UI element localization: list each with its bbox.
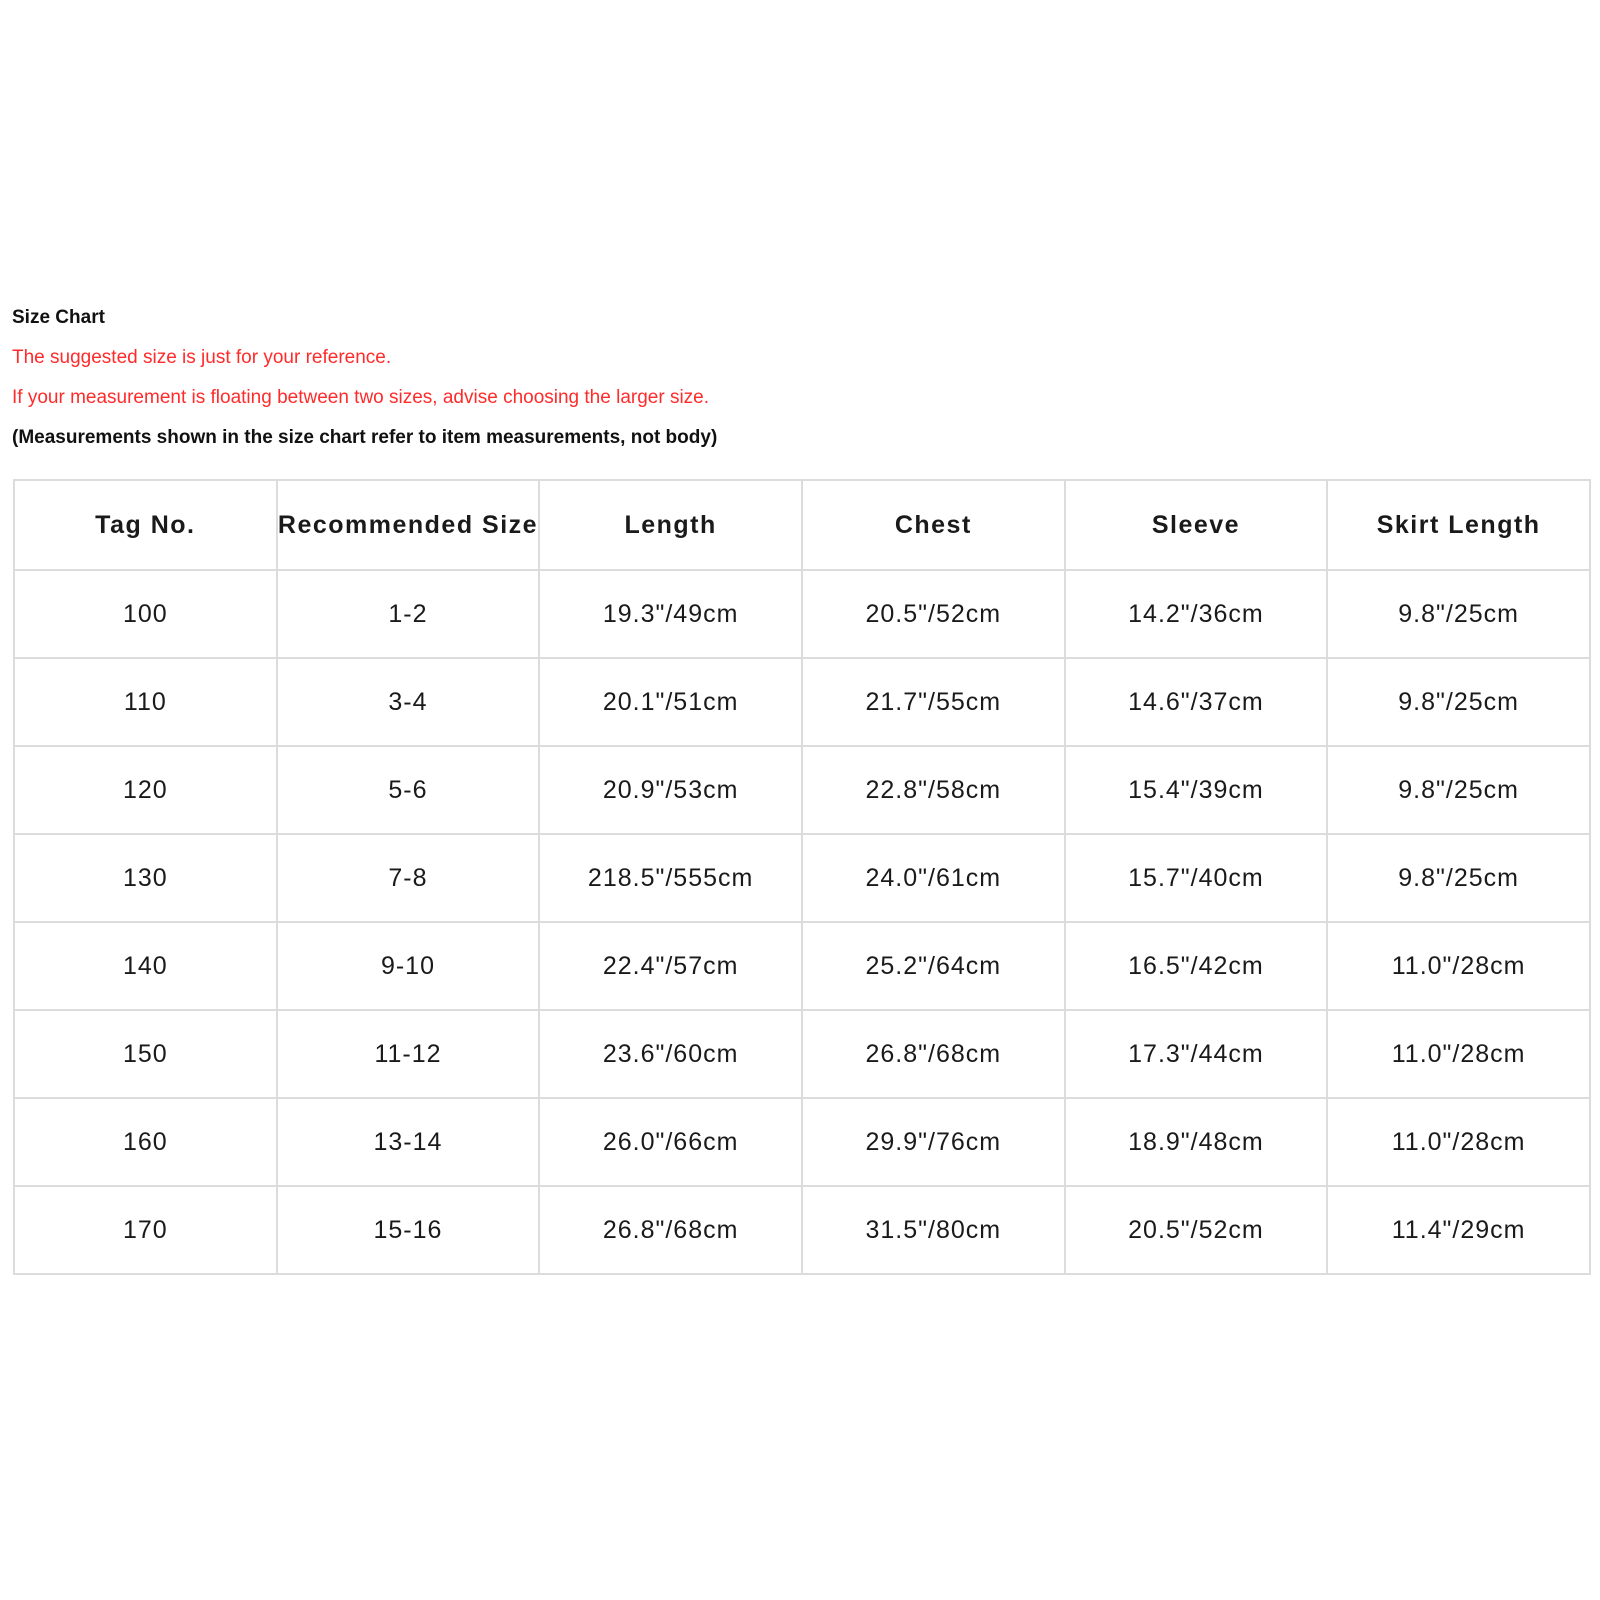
cell-length: 26.0"/66cm	[539, 1098, 802, 1186]
cell-recommended-size: 11-12	[277, 1010, 540, 1098]
cell-sleeve: 14.2"/36cm	[1065, 570, 1328, 658]
cell-sleeve: 14.6"/37cm	[1065, 658, 1328, 746]
cell-length: 20.9"/53cm	[539, 746, 802, 834]
cell-skirt-length: 9.8"/25cm	[1327, 570, 1590, 658]
cell-chest: 20.5"/52cm	[802, 570, 1065, 658]
cell-chest: 21.7"/55cm	[802, 658, 1065, 746]
table-row	[14, 746, 1590, 834]
cell-chest: 29.9"/76cm	[802, 1098, 1065, 1186]
cell-skirt-length: 9.8"/25cm	[1327, 658, 1590, 746]
cell-length: 20.1"/51cm	[539, 658, 802, 746]
cell-length: 19.3"/49cm	[539, 570, 802, 658]
cell-sleeve: 16.5"/42cm	[1065, 922, 1328, 1010]
cell-skirt-length: 11.0"/28cm	[1327, 922, 1590, 1010]
cell-tag-no: 100	[14, 570, 277, 658]
cell-tag-no: 160	[14, 1098, 277, 1186]
cell-chest: 31.5"/80cm	[802, 1186, 1065, 1274]
header-chest: Chest	[802, 480, 1065, 570]
larger-size-advice: If your measurement is floating between two sizes, advise choosing the larger size.	[12, 387, 710, 408]
cell-tag-no: 150	[14, 1010, 277, 1098]
table-row	[14, 1098, 1590, 1186]
cell-skirt-length: 9.8"/25cm	[1327, 834, 1590, 922]
cell-recommended-size: 13-14	[277, 1098, 540, 1186]
cell-recommended-size: 1-2	[277, 570, 540, 658]
cell-chest: 22.8"/58cm	[802, 746, 1065, 834]
header-recommended-size: Recommended Size	[277, 480, 540, 570]
header-sleeve: Sleeve	[1065, 480, 1328, 570]
cell-recommended-size: 5-6	[277, 746, 540, 834]
cell-sleeve: 18.9"/48cm	[1065, 1098, 1328, 1186]
table-row	[14, 1010, 1590, 1098]
cell-sleeve: 20.5"/52cm	[1065, 1186, 1328, 1274]
cell-sleeve: 17.3"/44cm	[1065, 1010, 1328, 1098]
table-row	[14, 1186, 1590, 1274]
size-chart-intro	[12, 306, 1212, 450]
cell-length: 26.8"/68cm	[539, 1186, 802, 1274]
header-skirt-length: Skirt Length	[1327, 480, 1590, 570]
cell-recommended-size: 7-8	[277, 834, 540, 922]
cell-chest: 25.2"/64cm	[802, 922, 1065, 1010]
cell-tag-no: 130	[14, 834, 277, 922]
cell-length: 23.6"/60cm	[539, 1010, 802, 1098]
measurement-disclaimer: (Measurements shown in the size chart refer to item measurements, not body)	[12, 427, 718, 448]
cell-tag-no: 110	[14, 658, 277, 746]
table-row	[14, 834, 1590, 922]
cell-recommended-size: 15-16	[277, 1186, 540, 1274]
cell-tag-no: 120	[14, 746, 277, 834]
table-row	[14, 570, 1590, 658]
cell-tag-no: 170	[14, 1186, 277, 1274]
cell-sleeve: 15.4"/39cm	[1065, 746, 1328, 834]
table-row	[14, 922, 1590, 1010]
cell-chest: 26.8"/68cm	[802, 1010, 1065, 1098]
header-tag-no: Tag No.	[14, 480, 277, 570]
cell-skirt-length: 9.8"/25cm	[1327, 746, 1590, 834]
size-table	[13, 479, 1591, 1275]
cell-skirt-length: 11.4"/29cm	[1327, 1186, 1590, 1274]
cell-length: 218.5"/555cm	[539, 834, 802, 922]
header-length: Length	[539, 480, 802, 570]
table-row	[14, 658, 1590, 746]
cell-skirt-length: 11.0"/28cm	[1327, 1098, 1590, 1186]
cell-skirt-length: 11.0"/28cm	[1327, 1010, 1590, 1098]
table-header-row	[14, 480, 1590, 570]
cell-chest: 24.0"/61cm	[802, 834, 1065, 922]
cell-length: 22.4"/57cm	[539, 922, 802, 1010]
cell-recommended-size: 9-10	[277, 922, 540, 1010]
size-chart-title: Size Chart	[12, 307, 105, 328]
cell-tag-no: 140	[14, 922, 277, 1010]
cell-recommended-size: 3-4	[277, 658, 540, 746]
cell-sleeve: 15.7"/40cm	[1065, 834, 1328, 922]
reference-note: The suggested size is just for your reference.	[12, 347, 392, 368]
